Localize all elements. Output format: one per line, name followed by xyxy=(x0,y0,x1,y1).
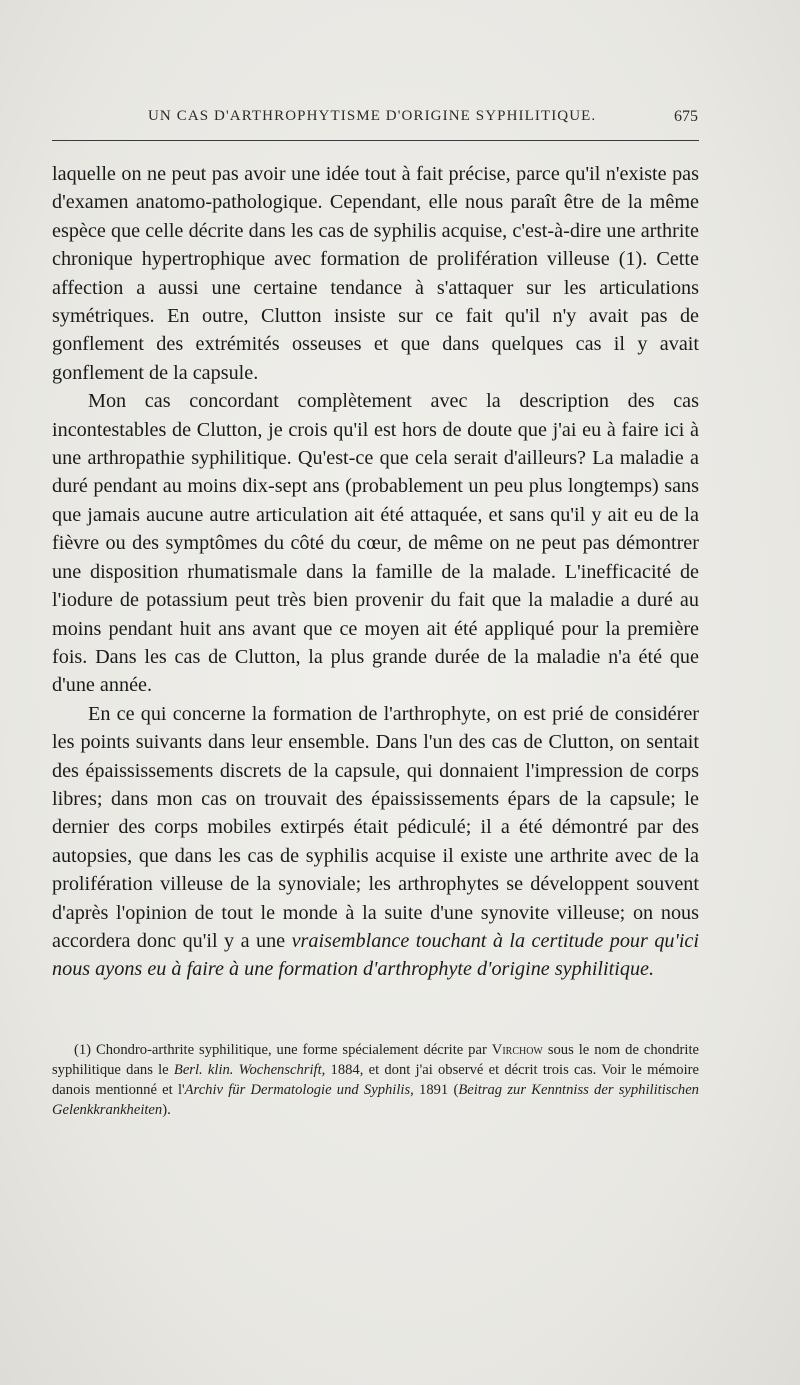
footnote-journal: Berl. klin. Wochenschrift, xyxy=(173,1062,326,1078)
paragraph-3 xyxy=(52,700,699,984)
footnote-text: 1884, et dont j'ai observé et décrit trois cas. Voir le mémoire danois mentionné et l' xyxy=(52,1062,699,1098)
header-rule xyxy=(52,140,699,141)
footnote-journal: Archiv für Dermatologie und Syphilis, xyxy=(184,1082,414,1098)
page-number: 675 xyxy=(674,108,698,125)
running-title: UN CAS D'ARTHROPHYTISME D'ORIGINE SYPHILITIQUE. xyxy=(148,108,597,124)
paragraph-3-italic: vraisemblance touchant à la certitude pour qu'ici nous ayons eu à faire à une formation d'arthrophyte d'origine syphilitique. xyxy=(52,929,699,981)
footnote-journal: Beitrag zur Kenntniss der syphilitischen Gelenkkrankheiten xyxy=(52,1082,699,1118)
footnote-text: Chondro-arthrite syphilitique, une forme spécialement décrite par xyxy=(91,1042,492,1058)
body-text xyxy=(52,160,699,984)
footnote-text: ). xyxy=(162,1102,171,1118)
paragraph-1: laquelle on ne peut pas avoir une idée tout à fait précise, parce qu'il n'existe pas d'examen anatomo-pathologique. Cependant, elle nous paraît être de la même espèce que celle décrite dans les cas de syphilis acquise, c'est-à-dire une arthrite chronique hypertrophique avec formation de prolifération villeuse (1). Cette affection a aussi une certaine tendance à s'attaquer sur les articulations symétriques. En outre, Clutton insiste sur ce fait qu'il n'y avait pas de gonflement des extrémités osseuses et que dans quelques cas il y avait gonflement de la capsule. xyxy=(52,163,699,384)
running-header xyxy=(52,108,698,132)
paragraph-2: Mon cas concordant complètement avec la description des cas incontestables de Clutton, je crois qu'il est hors de doute que j'ai eu à faire ici à une arthropathie syphilitique. Qu'est-ce que cela serait d'ailleurs? La maladie a duré pendant au moins dix-sept ans (probablement un peu plus longtemps) sans que jamais aucune autre articulation ait été attaquée, et sans qu'il y ait eu de la fièvre ou des symptômes du côté du cœur, de même on ne peut pas démontrer une disposition rhumatismale dans la famille de la malade. L'inefficacité de l'iodure de potassium peut très bien provenir du fait que la maladie a duré au moins pendant huit ans avant que ce moyen ait été appliqué pour la première fois. Dans les cas de Clutton, la plus grande durée de la maladie n'a été que d'une année. xyxy=(52,390,699,697)
footnote-text: 1891 ( xyxy=(413,1082,459,1098)
paragraph-3-text: En ce qui concerne la formation de l'arthrophyte, on est prié de considérer les points suivants dans leur ensemble. Dans l'un des cas de Clutton, on sentait des épaississements discrets de la capsule, qui donnaient l'impression de corps libres; dans mon cas on trouvait des épaississements épars de la capsule; le dernier des corps mobiles extirpés était pédiculé; il a été démontré par des autopsies, que dans les cas de syphilis acquise il existe une arthrite avec de la prolifération villeuse de la synoviale; les arthrophytes se développent souvent d'après l'opinion de tout le monde à la suite d'une synovite villeuse; on nous accordera donc qu'il y a une xyxy=(52,702,699,952)
footnote-1 xyxy=(52,1040,699,1120)
footnote-text: sous le nom de chondrite syphilitique dans le xyxy=(52,1042,699,1078)
footnote-marker: (1) xyxy=(74,1042,92,1058)
footnote xyxy=(52,1040,699,1120)
footnote-author: Virchow xyxy=(491,1042,543,1058)
